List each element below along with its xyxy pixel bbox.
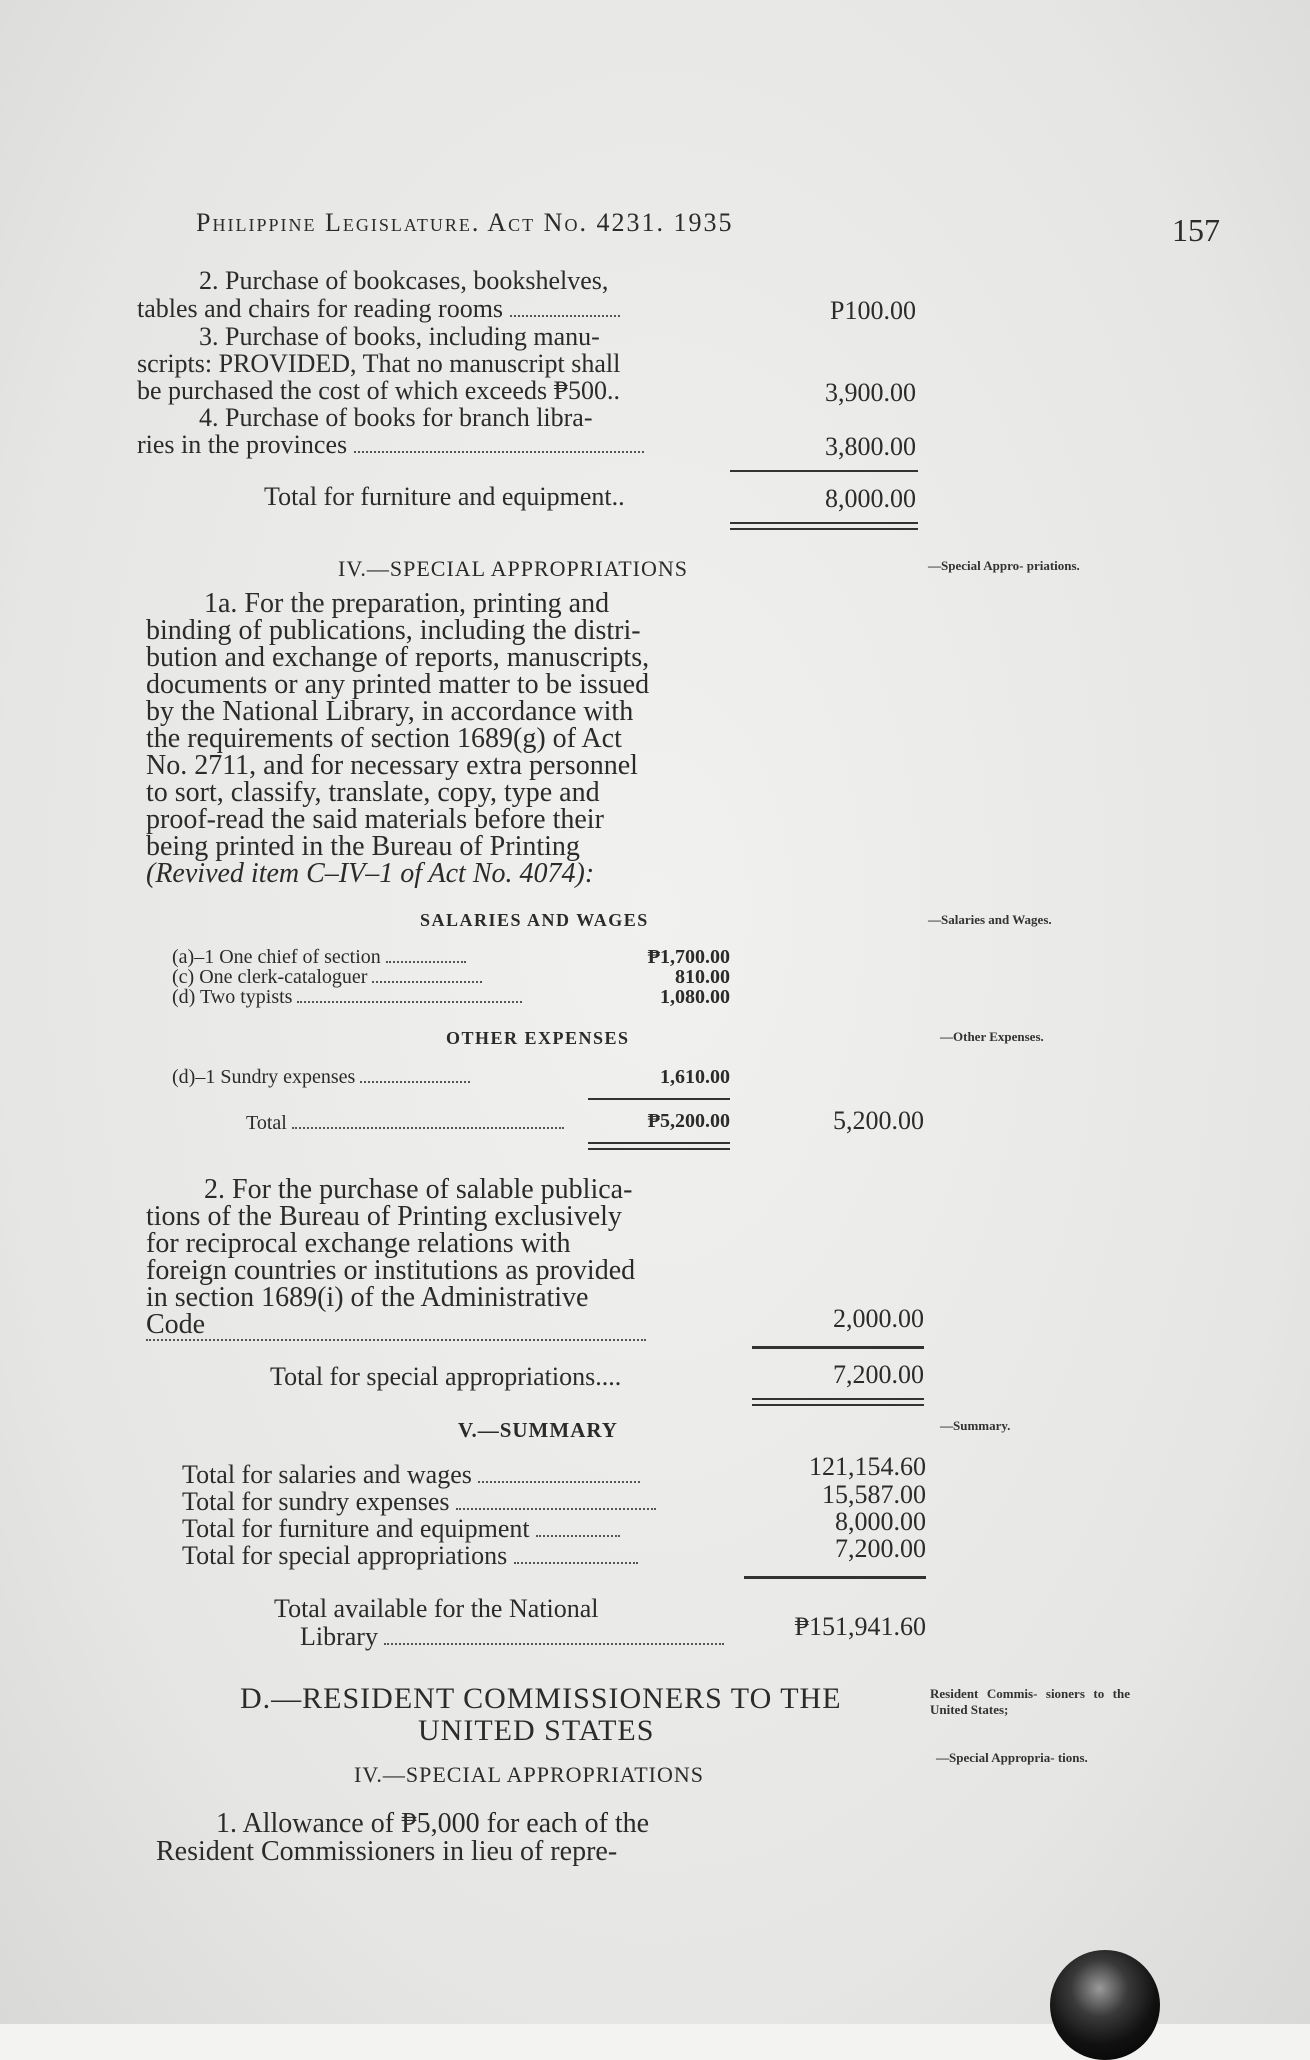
subtotal-amount: ₱5,200.00 bbox=[647, 1110, 730, 1132]
item-4-amount: 3,800.00 bbox=[825, 432, 916, 461]
double-rule-top bbox=[730, 522, 918, 524]
salary-row-3: (d) Two typists bbox=[172, 986, 522, 1009]
rule bbox=[752, 1346, 924, 1349]
rule bbox=[744, 1576, 926, 1579]
item-2-paragraph: 2. For the purchase of salable publica- tions of the Bureau of Printing exclusively for reciprocal exchange relations with foreign countries or institutions as provided in section 1689(i) of the Administrative Code bbox=[146, 1176, 734, 1341]
salary-row-1-amount: ₱1,700.00 bbox=[647, 946, 730, 968]
grand-total-label-line-2: Library bbox=[300, 1622, 724, 1652]
sundry-amount: 1,610.00 bbox=[660, 1066, 730, 1088]
item-2-line-2: tables and chairs for reading rooms bbox=[137, 294, 620, 324]
summary-row-4: Total for special appropriations bbox=[182, 1541, 638, 1571]
summary-row-2: Total for sundry expenses bbox=[182, 1487, 656, 1517]
subtotal-row: Total bbox=[246, 1112, 564, 1135]
grand-total-amount: ₱151,941.60 bbox=[794, 1612, 926, 1641]
double-rule-top bbox=[588, 1142, 730, 1144]
running-head: Philippine Legislature. Act No. 4231. 1935 bbox=[196, 208, 734, 237]
salary-row-2-amount: 810.00 bbox=[675, 966, 730, 988]
section-d-item-1-line-2: Resident Commissioners in lieu of repre- bbox=[156, 1836, 618, 1867]
grand-total-label-line-1: Total available for the National bbox=[274, 1594, 599, 1623]
item-2-purchase-amount: 2,000.00 bbox=[833, 1304, 924, 1333]
special-heading: IV.—SPECIAL APPROPRIATIONS bbox=[338, 556, 688, 581]
total-furniture-label: Total for furniture and equipment.. bbox=[264, 482, 625, 511]
special-margin-note: —Special Appro- priations. bbox=[928, 558, 1080, 573]
other-expenses-margin-note: —Other Expenses. bbox=[940, 1029, 1044, 1044]
salary-row-3-amount: 1,080.00 bbox=[660, 986, 730, 1008]
other-expenses-heading: OTHER EXPENSES bbox=[446, 1028, 630, 1048]
section-d-sub-margin-note: —Special Appropria- tions. bbox=[936, 1750, 1088, 1765]
double-rule-bottom bbox=[588, 1148, 730, 1150]
scanner-object bbox=[1050, 1950, 1160, 2060]
rule bbox=[588, 1098, 730, 1100]
section-d-heading-line-2: UNITED STATES bbox=[418, 1714, 655, 1747]
item-2-line-1: 2. Purchase of bookcases, bookshelves, bbox=[199, 266, 609, 295]
item-3-line-1: 3. Purchase of books, including manu- bbox=[199, 322, 600, 351]
double-rule-bottom bbox=[730, 528, 918, 530]
summary-heading: V.—SUMMARY bbox=[458, 1418, 618, 1442]
salary-row-2: (c) One clerk-cataloguer bbox=[172, 966, 482, 989]
item-1a-paragraph: 1a. For the preparation, printing and binding of publications, including the distri- bution and exchange of reports, manuscripts, documents or any printed matter to be issued by the National Library, in accordance with the requirements of section 1689(g) of Act No. 2711, and for necessary extra personnel to sort, classify, translate, copy, type and proof-read the said materials before their being printed in the Bureau of Printing (Revived item C–IV–1 of Act No. 4074): bbox=[146, 588, 650, 889]
section-d-margin-note: Resident Commis- sioners to the United States; bbox=[930, 1686, 1130, 1717]
item-4-line-2: ries in the provinces bbox=[137, 430, 644, 460]
section-d-item-1-line-1: 1. Allowance of ₱5,000 for each of the bbox=[216, 1808, 650, 1839]
section-d-sub-heading: IV.—SPECIAL APPROPRIATIONS bbox=[354, 1762, 704, 1787]
item-3-amount: 3,900.00 bbox=[825, 378, 916, 407]
salaries-margin-note: —Salaries and Wages. bbox=[928, 912, 1052, 927]
salaries-heading: SALARIES AND WAGES bbox=[420, 910, 649, 930]
section-d-heading-line-1: D.—RESIDENT COMMISSIONERS TO THE bbox=[240, 1682, 842, 1715]
page-number: 157 bbox=[1172, 212, 1220, 248]
summary-row-4-amount: 7,200.00 bbox=[835, 1534, 926, 1563]
double-rule-bottom bbox=[752, 1404, 924, 1406]
item-2-amount: P100.00 bbox=[830, 296, 916, 325]
summary-row-1-amount: 121,154.60 bbox=[809, 1452, 926, 1481]
salary-row-1: (a)–1 One chief of section bbox=[172, 946, 466, 969]
double-rule-top bbox=[752, 1398, 924, 1400]
summary-row-3: Total for furniture and equipment bbox=[182, 1514, 620, 1544]
total-furniture-amount: 8,000.00 bbox=[825, 484, 916, 513]
summary-row-2-amount: 15,587.00 bbox=[822, 1480, 926, 1509]
rule bbox=[730, 470, 918, 472]
item-3-line-3: be purchased the cost of which exceeds ₱500.. bbox=[137, 376, 621, 405]
subtotal-carried-amount: 5,200.00 bbox=[833, 1106, 924, 1135]
sundry-row: (d)–1 Sundry expenses bbox=[172, 1066, 470, 1089]
total-special-amount: 7,200.00 bbox=[833, 1360, 924, 1389]
summary-margin-note: —Summary. bbox=[940, 1418, 1011, 1433]
item-3-line-2: scripts: PROVIDED, That no manuscript shall bbox=[137, 349, 621, 378]
summary-row-3-amount: 8,000.00 bbox=[835, 1507, 926, 1536]
summary-row-1: Total for salaries and wages bbox=[182, 1460, 640, 1490]
item-4-line-1: 4. Purchase of books for branch libra- bbox=[199, 403, 593, 432]
total-special-label: Total for special appropriations.... bbox=[270, 1362, 622, 1391]
